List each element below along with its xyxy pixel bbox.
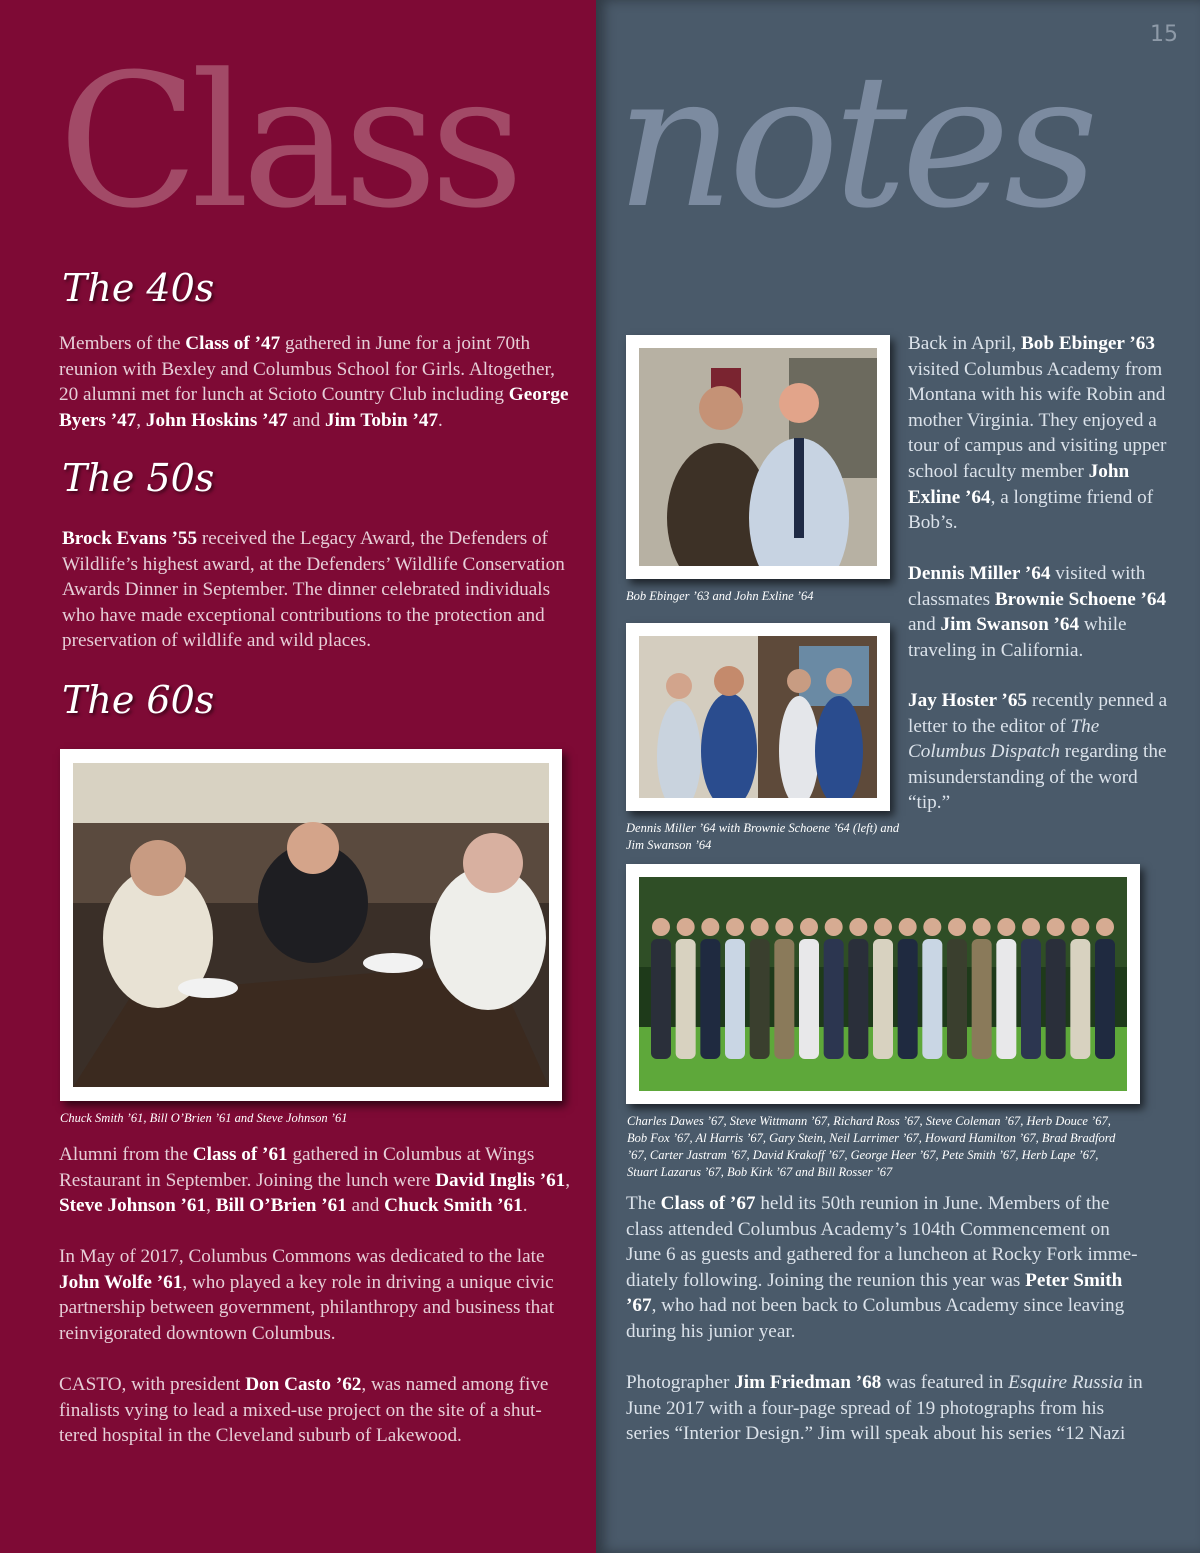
heading-50s: The 50s — [62, 456, 215, 500]
class-67-photo-image — [639, 877, 1127, 1091]
group-figure — [700, 939, 720, 1059]
text-run: gathered in Columbus at Wings Restaurant in September. Joining the lunch were — [59, 1144, 535, 1191]
group-figure — [848, 939, 868, 1059]
bold-name: Dennis Miller ’64 — [908, 563, 1051, 584]
text-run: The — [626, 1193, 661, 1214]
bold-name: Don Casto ’62 — [245, 1374, 362, 1395]
heading-40s: The 40s — [62, 266, 215, 310]
text-run: and — [287, 409, 325, 431]
text-run: Photographer — [626, 1372, 735, 1393]
group-figure-head — [1071, 918, 1089, 936]
group-figure — [676, 939, 696, 1059]
caption-class-67: Charles Dawes ’67, Steve Wittmann ’67, Richard Ross ’67, Steve Coleman ’67, Herb Douce ’67, Bob Fox ’67, Al Harris ’67, Gary Stein, Neil Larrimer ’67, Howard Hamilton ’67, Brad Bradford ’67, Carter Jastram ’67, David Krakoff ’67, George Heer ’67, Pete Smith ’67, Herb Lape ’67, Stuart Lazarus ’67, Bob Kirk ’67 and Bill Rosser ’67 — [627, 1114, 1116, 1179]
group-figure — [725, 939, 745, 1059]
text-run: , — [565, 1169, 571, 1191]
group-figure-head — [997, 918, 1015, 936]
para-bob-ebinger — [908, 331, 1170, 536]
group-figure-head — [973, 918, 991, 936]
text-run: recently penned a letter to the editor of — [908, 690, 1168, 737]
group-figure-head — [825, 918, 843, 936]
text-run: , — [136, 409, 146, 431]
group-figure-head — [1096, 918, 1114, 936]
text-run: , — [206, 1195, 216, 1217]
text-run: visited Columbus Academy from Montana with his wife Robin and mother Virginia. They enjoyed a tour of campus and visiting upper school faculty member — [908, 358, 1167, 482]
miller-photo-image — [639, 636, 877, 798]
text-run: regarding the misunderstanding of the word “tip.” — [908, 741, 1167, 814]
caption-miller: Dennis Miller ’64 with Brownie Schoene ’64 (left) and Jim Swanson ’64 — [626, 821, 900, 852]
italic-title: Esquire Russia — [1008, 1372, 1124, 1393]
bold-name: Class of ’61 — [192, 1144, 288, 1165]
page-number: 15 — [1150, 22, 1178, 47]
restaurant-photo-image — [73, 763, 549, 1087]
caption-ebinger: Bob Ebinger ’63 and John Exline ’64 — [626, 589, 814, 603]
italic-title: The Columbus Dispatch — [908, 715, 1100, 763]
ebinger-photo-image — [639, 348, 877, 566]
text-run: Alumni from the — [59, 1144, 193, 1165]
group-figure-head — [701, 918, 719, 936]
caption-class-61: Chuck Smith ’61, Bill O’Brien ’61 and Steve Johnson ’61 — [60, 1111, 348, 1125]
group-figure-head — [849, 918, 867, 936]
bold-name: George Byers ’47 — [59, 384, 569, 431]
group-figure-head — [677, 918, 695, 936]
bold-name: Class of ’67 — [660, 1193, 756, 1214]
bold-name: Jim Tobin ’47 — [325, 409, 439, 431]
text-run: , who played a key role in driving a unique civic partnership between government, philanthropy and business that reinvigorated downtown Columbus. — [59, 1271, 555, 1344]
group-figure-head — [874, 918, 892, 936]
text-run: was featured in — [881, 1372, 1009, 1393]
text-run: received the Legacy Award, the Defenders of Wildlife’s highest award, at the Defenders’ Wildlife Conservation Awards Dinner in September. The dinner celebrated individuals who have made exceptional contributions to the protection and preservation of wildlife and wild places. — [62, 528, 565, 652]
bold-name: Class of ’47 — [185, 333, 281, 354]
text-run: , who had not been back to Columbus Academy since leaving during his junior year. — [626, 1295, 1125, 1342]
group-figure-head — [923, 918, 941, 936]
group-figure-head — [775, 918, 793, 936]
text-run: in June 2017 with a four-page spread of 19 photographs from his series “Interior Design.” Jim will speak about his series “12 Nazi — [626, 1372, 1143, 1445]
photo-class-67-group — [626, 864, 1140, 1104]
group-figure — [1046, 939, 1066, 1059]
text-run: and — [908, 614, 941, 636]
group-figure — [750, 939, 770, 1059]
text-run: , a longtime friend of Bob’s. — [908, 486, 1154, 534]
group-figure — [947, 939, 967, 1059]
bold-name: Brock Evans ’55 — [62, 528, 198, 549]
bold-name: Jay Hoster ’65 — [908, 690, 1028, 711]
masthead-class-word: Class — [58, 35, 517, 249]
masthead-notes-word: notes — [616, 35, 1093, 249]
bold-name: Chuck Smith ’61 — [384, 1195, 523, 1217]
para-don-casto — [59, 1372, 571, 1449]
para-class-67 — [626, 1191, 1146, 1345]
group-figure-head — [899, 918, 917, 936]
group-figure — [996, 939, 1016, 1059]
group-figure — [898, 939, 918, 1059]
text-run: visited with classmates — [908, 563, 1146, 610]
heading-60s: The 60s — [62, 678, 215, 722]
photo-ebinger-exline — [626, 335, 890, 579]
group-figure — [1070, 939, 1090, 1059]
bold-name: Bill O’Brien ’61 — [215, 1195, 347, 1217]
text-run: Members of the — [59, 333, 186, 354]
group-figure-head — [800, 918, 818, 936]
text-run: Back in April, — [908, 333, 1021, 354]
text-run: . — [522, 1195, 528, 1217]
group-figure — [651, 939, 671, 1059]
bold-name: Steve Johnson ’61 — [59, 1195, 207, 1217]
text-run: , was named among five finalists vying to lead a mixed-use project on the site of a shut-tered hospital in the Cleveland suburb of Lakewood. — [59, 1374, 549, 1447]
group-figure-head — [652, 918, 670, 936]
group-figure — [873, 939, 893, 1059]
para-class-61 — [59, 1142, 571, 1219]
group-figure — [922, 939, 942, 1059]
text-run: CASTO, with president — [59, 1374, 246, 1395]
group-figure-head — [726, 918, 744, 936]
para-jim-friedman — [626, 1370, 1146, 1447]
text-run: while traveling in California. — [908, 614, 1127, 661]
text-run: held its 50th reunion in June. Members of the class attended Columbus Academy’s 104th Commencement on June 6 as guests and gathered for a luncheon at Rocky Fork imme-diately following. Joining the reunion this year was — [626, 1193, 1138, 1291]
group-figure — [774, 939, 794, 1059]
text-run: gathered in June for a joint 70th reunion with Bexley and Columbus School for Girls. Altogether, 20 alumni met for lunch at Scioto Country Club including — [59, 333, 555, 406]
text-run: In May of 2017, Columbus Commons was dedicated to the late — [59, 1246, 545, 1267]
text-run: . — [438, 409, 443, 431]
para-brock-evans — [62, 526, 574, 654]
bold-name: Jim Friedman ’68 — [734, 1372, 882, 1393]
bold-name: John Wolfe ’61 — [59, 1271, 183, 1293]
text-run: and — [346, 1195, 385, 1217]
bold-name: John Hoskins ’47 — [145, 409, 288, 431]
bold-name: Jim Swanson ’64 — [940, 614, 1080, 636]
group-figure-head — [1047, 918, 1065, 936]
para-class-47 — [59, 331, 571, 433]
bold-name: John Exline ’64 — [908, 460, 1130, 508]
para-dennis-miller — [908, 561, 1170, 663]
bold-name: David Inglis ’61 — [435, 1169, 566, 1191]
bold-name: Peter Smith ’67 — [626, 1269, 1123, 1317]
group-figure — [1095, 939, 1115, 1059]
bold-name: Brownie Schoene ’64 — [994, 588, 1167, 610]
group-figure — [799, 939, 819, 1059]
photo-class-61-lunch — [60, 749, 562, 1101]
para-jay-hoster — [908, 688, 1170, 816]
group-figure-head — [948, 918, 966, 936]
bold-name: Bob Ebinger ’63 — [1020, 333, 1155, 354]
group-figure — [824, 939, 844, 1059]
group-figure — [1021, 939, 1041, 1059]
group-figure-head — [751, 918, 769, 936]
photo-miller-schoene-swanson — [626, 623, 890, 811]
group-figure-head — [1022, 918, 1040, 936]
group-figure — [972, 939, 992, 1059]
para-john-wolfe — [59, 1244, 571, 1346]
